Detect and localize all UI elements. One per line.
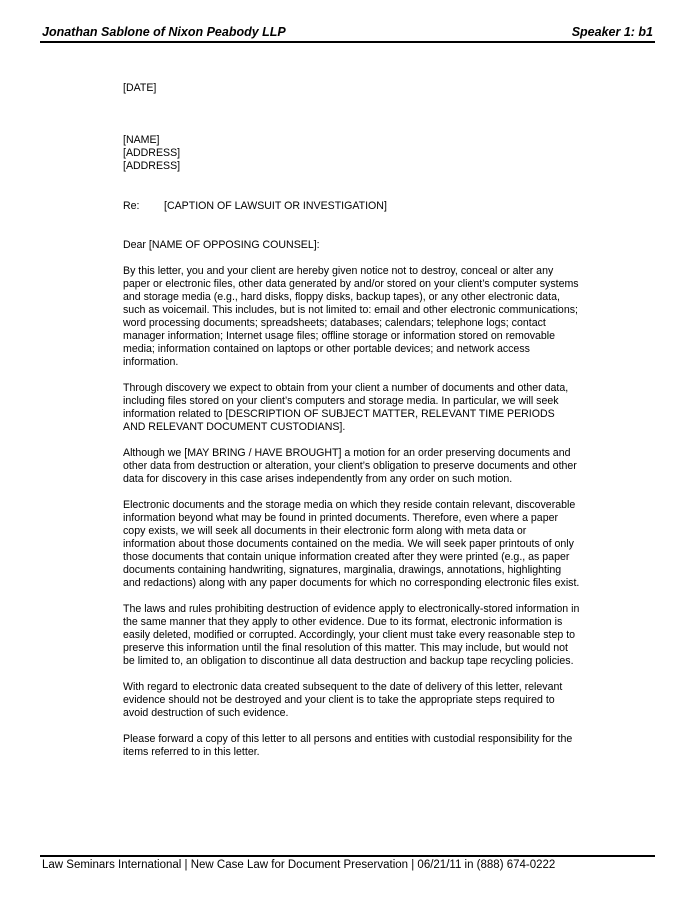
recipient-name: [NAME]: [123, 134, 160, 146]
paragraph-notice: By this letter, you and your client are hereby given notice not to destroy, conceal or alter any paper or electronic files, other data generated by and/or stored on your client’s computer systems and storage media (e.g., hard disks, floppy disks, backup tapes), or any other electronic data, such as voicemail. This includes, but is not limited to: email and other electronic communications; word processing documents; spreadsheets; databases; calendars; telephone logs; contact manager information; Internet usage files; offline storage or information stored on removable media; information contained on laptops or other portable devices; and network access information.: [123, 265, 579, 368]
paragraph-motion: Although we [MAY BRING / HAVE BROUGHT] a motion for an order preserving documents and other data from destruction or alteration, your client’s obligation to preserve documents and other data for discovery in this case arises independently from any order on such motion.: [123, 447, 577, 485]
paragraph-laws-and-rules: The laws and rules prohibiting destruction of evidence apply to electronically-stored information in the same manner that they apply to other evidence. Due to its format, electronic information is easily deleted, modified or corrupted. Accordingly, your client must take every reasonable step to preserve this information until the final resolution of this matter. This may include, but would not be limited to, an obligation to discontinue all data destruction and backup tape recycling policies.: [123, 603, 580, 667]
paragraph-subsequent-data: With regard to electronic data created subsequent to the date of delivery of this letter, relevant evidence should not be destroyed and your client is to take the appropriate steps required to avoid destruction of such evidence.: [123, 681, 563, 719]
paragraph-forward-copy: Please forward a copy of this letter to all persons and entities with custodial responsibility for the items referred to in this letter.: [123, 733, 573, 758]
re-caption: [CAPTION OF LAWSUIT OR INVESTIGATION]: [164, 200, 387, 212]
header-author: Jonathan Sablone of Nixon Peabody LLP: [42, 25, 286, 39]
header-divider: [40, 41, 655, 43]
paragraph-electronic-documents: Electronic documents and the storage media on which they reside contain relevant, discoverable information beyond what may be found in printed documents. Therefore, even where a paper copy exists, we will seek all documents in their electronic form along with meta data or information about those documents contained on the media. We will seek paper printouts of only those documents that contain unique information created after they were printed (e.g., as paper documents containing handwriting, signatures, marginalia, drawings, annotations, highlighting and redactions) along with any paper documents for which no corresponding electronic files exist.: [123, 499, 580, 589]
page-footer: Law Seminars International | New Case Law for Document Preservation | 06/21/11 in (888) 674-0222: [42, 859, 556, 871]
re-label: Re:: [123, 200, 140, 212]
header-speaker: Speaker 1: b1: [571, 25, 653, 39]
recipient-block: [123, 134, 180, 173]
page-header: [40, 25, 655, 41]
recipient-address: [ADDRESS]: [123, 160, 181, 172]
letter-date: [DATE]: [123, 82, 157, 94]
salutation: Dear [NAME OF OPPOSING COUNSEL]:: [123, 239, 320, 251]
paragraph-discovery: Through discovery we expect to obtain from your client a number of documents and other data, including files stored on your client’s computers and storage media. In particular, we will seek information related to [DESCRIPTION OF SUBJECT MATTER, RELEVANT TIME PERIODS AND RELEVANT DOCUMENT CUSTODIANS].: [123, 382, 569, 433]
recipient-address: [ADDRESS]: [123, 147, 181, 159]
footer-divider: [40, 855, 655, 857]
